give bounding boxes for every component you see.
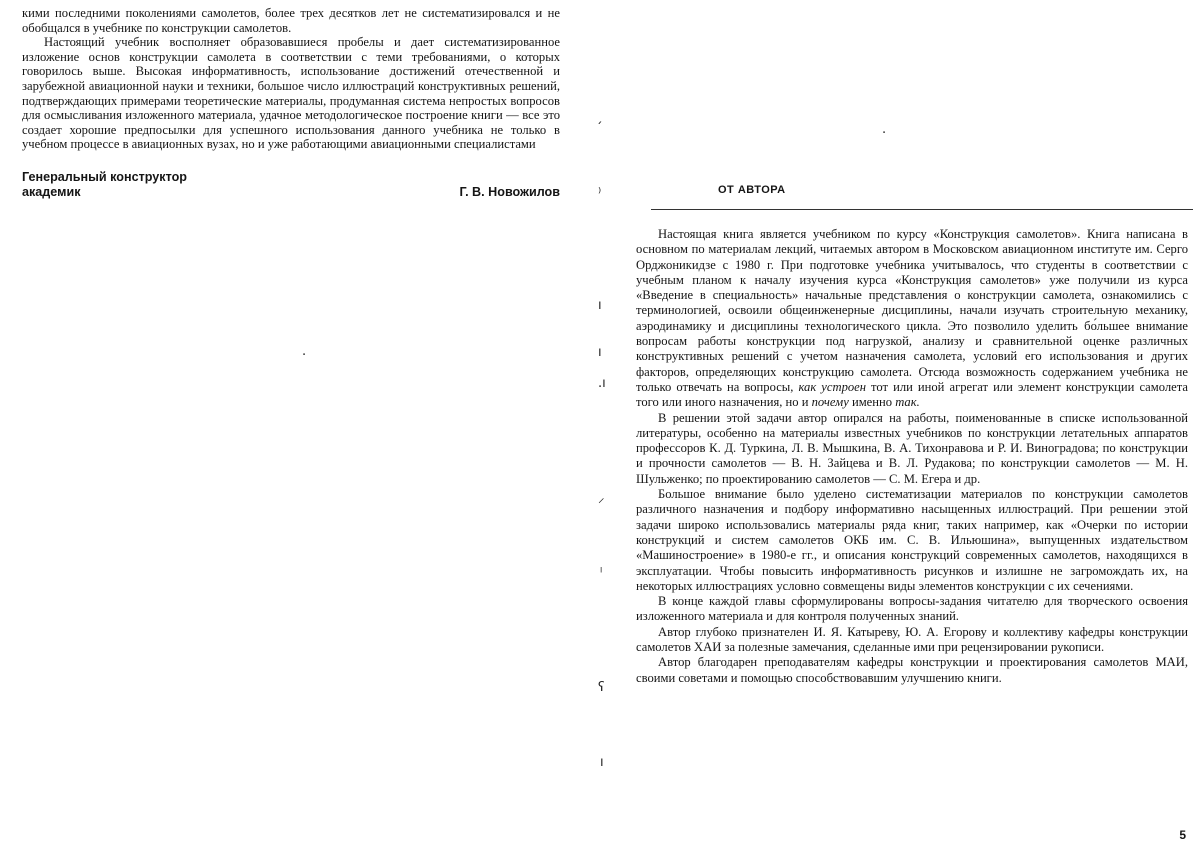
signature-block <box>22 170 560 200</box>
left-page <box>22 0 560 200</box>
right-paragraph-6: Автор благодарен преподавателям кафедры конструкции и проектирования самолетов МАИ, своими советами и помощью способствовавшим улучшению книги. <box>636 655 1188 685</box>
scan-mark: ˡ <box>600 566 603 581</box>
scan-mark: ⁾ <box>598 186 602 201</box>
right-body <box>636 227 1188 686</box>
page-number: 5 <box>1179 828 1186 842</box>
right-page <box>636 0 1188 686</box>
heading-rule <box>651 209 1193 210</box>
right-paragraph-3: Большое внимание было уделено систематизации материалов по конструкции самолетов различного назначения и подбору информативно насыщенных иллюстраций. При решении этой задачи широко использовались материалы ряда книг, таких например, как «Очерки по истории конструкций и систем самолетов ОКБ им. С. В. Ильюшина», выпущенных издательством «Машиностроение» в 1980-е гг., и описания конструкций современных самолетов, находящихся в эксплуатации. Чтобы повысить информативность рисунков и излишне не загромождать их, на некоторых иллюстрациях условно совмещены виды элементов конструкции с их сечениями. <box>636 487 1188 593</box>
emphasis-pochemu: почему <box>811 395 849 410</box>
emphasis-kak-ustroen: как устроен <box>798 379 866 394</box>
right-paragraph-1-text-a: Настоящая книга является учебником по курсу «Конструкция самолетов». Книга написана в основном по материалам лекций, читаемых автором в Московском авиационном институте им. Серго Орджоникидзе с 1980 г. При подготовке учебника учитывалось, что студенты в соответствии с учебным планом к началу изучения курса «Конструкция самолетов» уже получили из курса «Введение в специальность» начальные представления о конструкции самолета, ознакомились с терминологией, освоили общеинженерные дисциплины, начали изучать строительную механику, аэродинамику и дисциплины технологического цикла. Это позволило уделить бо́льшее внимание вопросам работы конструкции под нагрузкой, анализу и сравнительной оценке различных конструктивных решений с учетом назначения самолета, условий его использования и других факторов, определяющих конструкцию самолета. Отсюда возможность содержанием учебника не только отвечать на вопросы, <box>636 227 1188 394</box>
right-paragraph-1-text-c: именно <box>848 395 896 410</box>
scan-mark: ı <box>598 298 602 313</box>
signature-title-line2: академик <box>22 184 81 199</box>
section-heading: ОТ АВТОРА <box>718 184 786 196</box>
scan-mark: ⸝ <box>598 491 605 506</box>
right-paragraph-5: Автор глубоко признателен И. Я. Катыреву, Ю. А. Егорову и коллективу кафедры конструкции самолетов ХАИ за полезные замечания, сделанные ими при рецензировании рукописи. <box>636 624 1188 655</box>
signature-name: Г. В. Новожилов <box>459 184 560 199</box>
left-paragraph-2: Настоящий учебник восполняет образовавшиеся пробелы и дает систематизированное изложение основ конструкции самолета в соответствии с теми требованиями, о которых говорилось выше. Высокая информативность, использование достижений отечественной и зарубежной авиационной науки и техники, большое число иллюстраций конструктивных решений, подтверждающих примерами теоретические материалы, продуманная система непростых вопросов для осмысливания изложенного материала, удачное методологическое построение книги — все это создает хорошие предпосылки для успешного использования данного учебника не только в учебном процессе в авиационных вузах, но и уже работающими авиационными специалистами <box>22 35 560 152</box>
scan-mark: .ı <box>598 376 606 391</box>
emphasis-tak: так. <box>895 395 920 410</box>
signature-title-line1: Генеральный конструктор <box>22 169 187 184</box>
scan-mark: · <box>302 348 307 363</box>
scan-mark: ˏ <box>596 110 603 125</box>
scan-mark: · <box>882 126 887 141</box>
scan-mark: ı <box>600 755 604 770</box>
right-paragraph-1-text-b: тот или иной агрегат или элемент конструкции самолета того или иного назначения, но и <box>636 379 1188 410</box>
left-paragraph-1: кими последними поколениями самолетов, более трех десятков лет не систематизировался и не обобщался в учебнике по конструкции самолетов. <box>22 6 560 35</box>
scan-mark: ʕ <box>598 680 605 695</box>
right-paragraph-1 <box>636 227 1188 411</box>
right-paragraph-2: В решении этой задачи автор опирался на работы, поименованные в списке использованной литературы, особенно на материалы известных учебников по конструкции летательных аппаратов профессоров К. Д. Туркина, Л. В. Мышкина, В. А. Тихонравова и Р. И. Виноградова; по конструкции и прочности самолетов — В. Н. Зайцева и В. Л. Рудакова; по конструкции самолетов — М. Н. Шульженко; по проектированию самолетов — С. М. Егера и др. <box>636 410 1188 486</box>
scan-mark: ı <box>598 345 602 360</box>
right-paragraph-4: В конце каждой главы сформулированы вопросы-задания читателю для творческого освоения изложенного материала и для контроля полученных знаний. <box>636 594 1188 624</box>
